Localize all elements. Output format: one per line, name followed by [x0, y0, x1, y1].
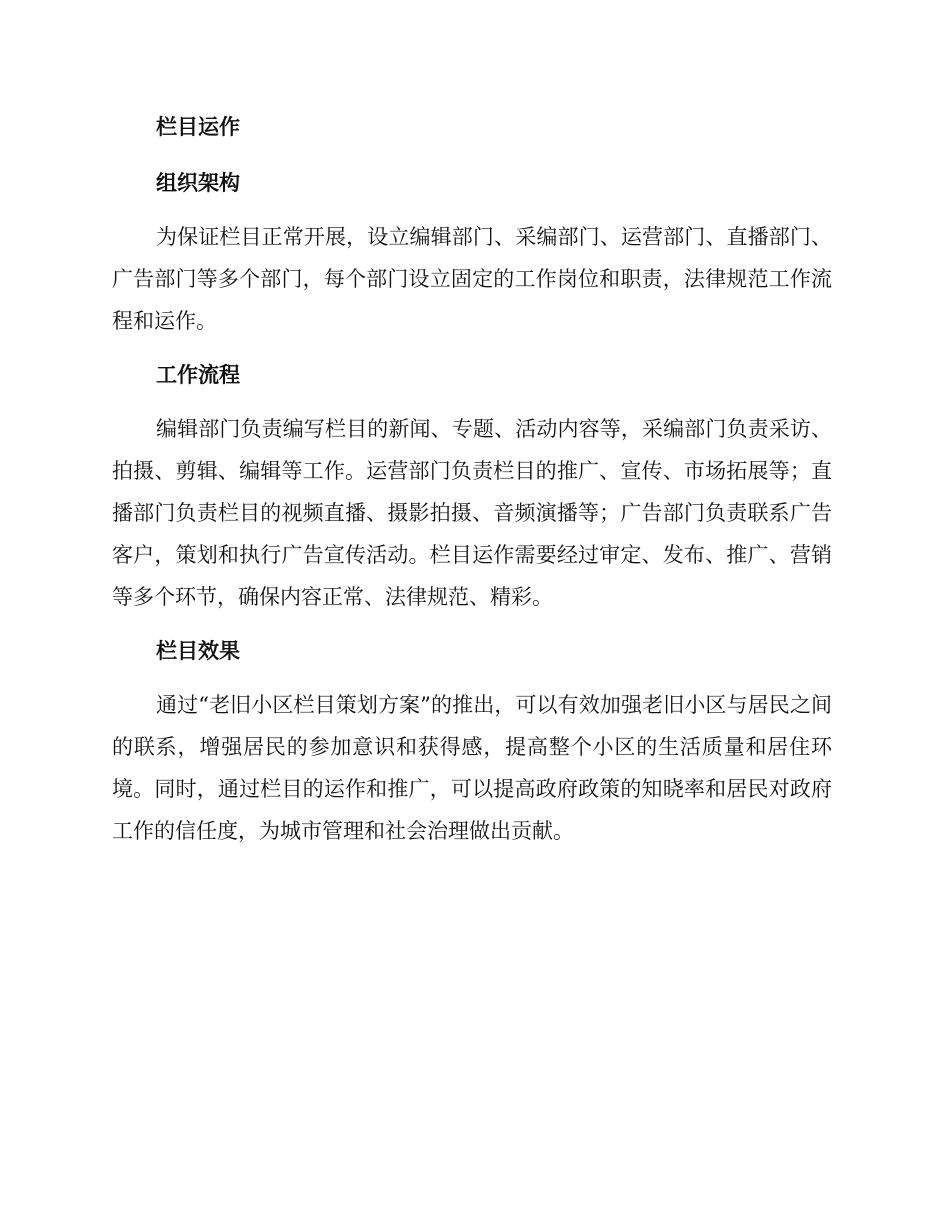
effect-paragraph: 通过“老旧小区栏目策划方案”的推出，可以有效加强老旧小区与居民之间的联系，增强居民的参加意识和获得感，提高整个小区的生活质量和居住环境。同时，通过栏目的运作和推广，可以提高政府政策的知晓率和居民对政府工作的信任度，为城市管理和社会治理做出贡献。 [112, 693, 832, 843]
org-paragraph: 为保证栏目正常开展，设立编辑部门、采编部门、运营部门、直播部门、广告部门等多个部门，每个部门设立固定的工作岗位和职责，法律规范工作流程和运作。 [112, 225, 832, 333]
workflow-heading: 工作流程 [156, 363, 240, 387]
workflow-paragraph: 编辑部门负责编写栏目的新闻、专题、活动内容等，采编部门负责采访、拍摄、剪辑、编辑等工作。运营部门负责栏目的推广、宣传、市场拓展等；直播部门负责栏目的视频直播、摄影拍摄、音频演播等；广告部门负责联系广告客户，策划和执行广告宣传活动。栏目运作需要经过审定、发布、推广、营销等多个环节，确保内容正常、法律规范、精彩。 [112, 417, 832, 609]
org-heading: 组织架构 [156, 171, 240, 195]
effect-heading: 栏目效果 [156, 639, 240, 663]
document-body [112, 108, 832, 852]
section-title: 栏目运作 [156, 115, 240, 139]
